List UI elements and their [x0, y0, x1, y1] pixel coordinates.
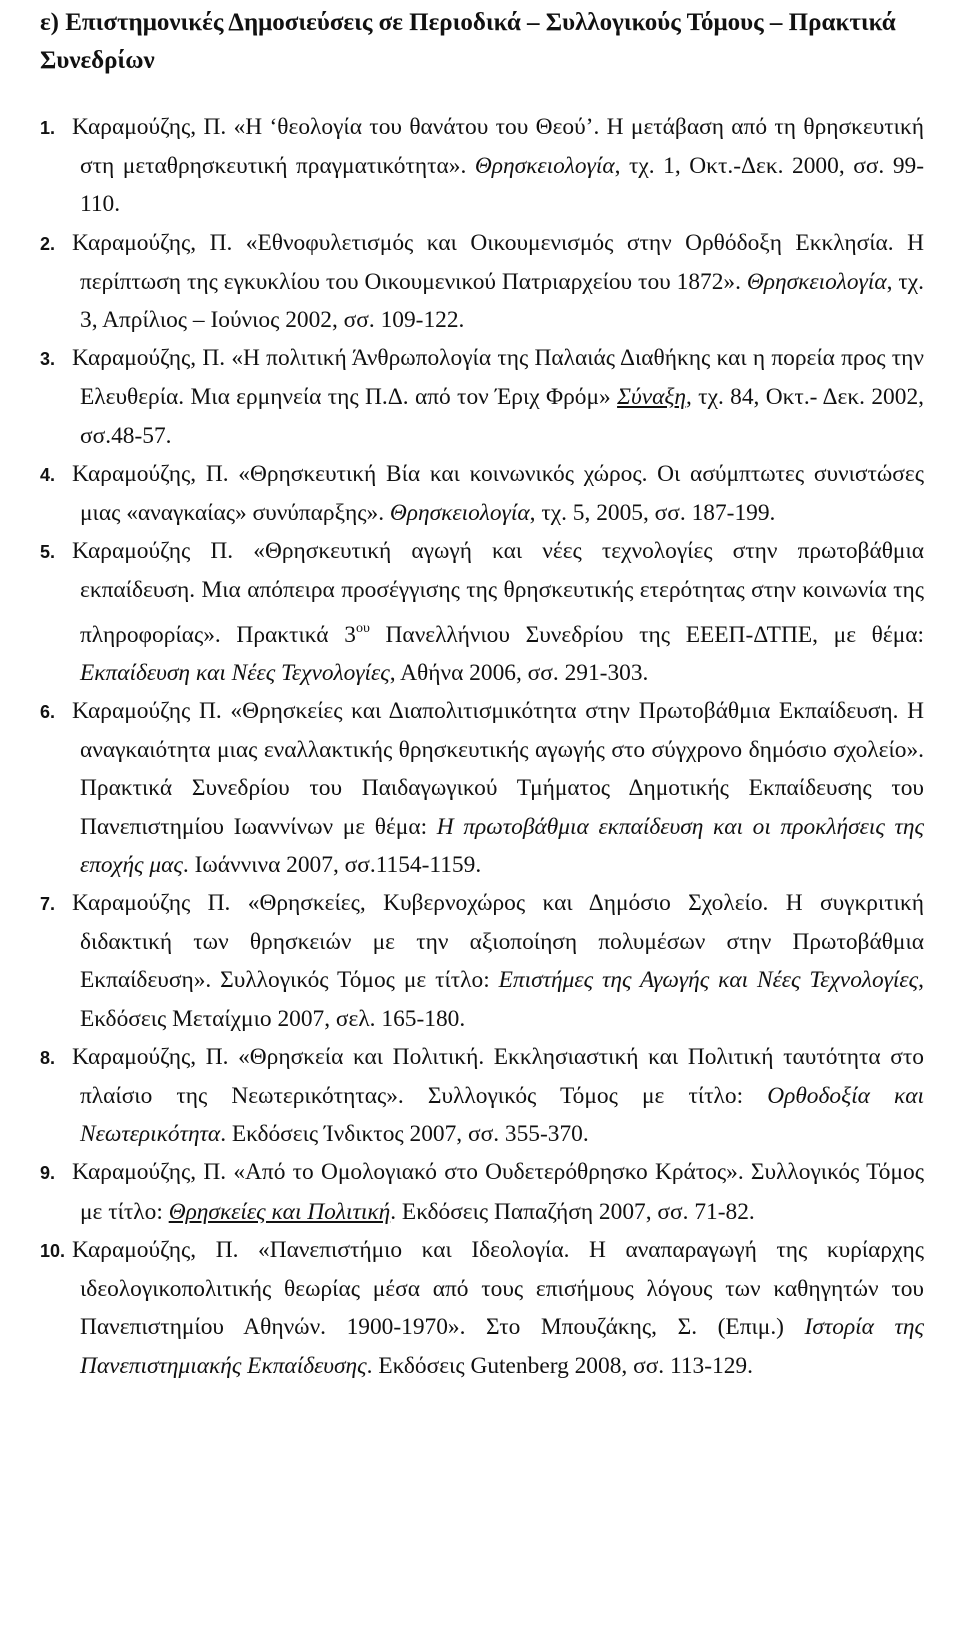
citation-text: Καραμούζης Π. «Θρησκείες, Κυβερνοχώρος και Δημόσιο Σχολείο. Η συγκριτική διδακτική των θρησκειών με την αξιοποίηση πολυμέσων στην Πρωτοβάθμια Εκπαίδευση». Συλλογικός Τόμος με τίτλο: [72, 890, 924, 994]
citation-text: Καραμούζης Π. «Θρησκείες και Διαπολιτισμικότητα στην Πρωτοβάθμια Εκπαίδευση. Η αναγκαιότητα μιας εναλλακτικής θρησκευτικής αγωγής στο σύγχρονο δημόσιο σχολείο». Πρακτικά Συνεδρίου του Παιδαγωγικού Τμήματος Δημοτικής Εκπαίδευσης του Πανεπιστημίου Ιωαννίνων με θέμα: [72, 698, 924, 840]
journal-title: Επιστήμες της Αγωγής και Νέες Τεχνολογίες [498, 967, 919, 994]
citation-text: Καραμούζης, Π. «Εθνοφυλετισμός και Οικουμενισμός στην Ορθόδοξη Εκκλησία. Η περίπτωση της εγκυκλίου του Οικουμενικού Πατριαρχείου του 1872». [72, 229, 924, 295]
list-item [40, 532, 924, 692]
citation-text: Καραμούζης, Π. «Από το Ομολογιακό στο Ουδετερόθρησκο Κράτος». Συλλογικός Τόμος με τίτλο: [72, 1159, 924, 1225]
item-number: 3. [40, 349, 56, 370]
citation-details: , Εκδόσεις Μεταίχμιο 2007, σελ. 165-180. [80, 967, 924, 1032]
list-item [40, 1038, 924, 1154]
citation-details: . Ιωάννινα 2007, σσ.1154-1159. [182, 851, 482, 878]
citation-text: Καραμούζης, Π. «Θρησκεία και Πολιτική. Εκκλησιαστική και Πολιτική ταυτότητα στο πλαίσιο της Νεωτερικότητας». Συλλογικός Τόμος με τίτλο: [72, 1043, 924, 1110]
citation-text-cont: Πανελλήνιου Συνεδρίου της ΕΕΕΠ-ΔΤΠΕ, με θέμα: [369, 621, 924, 648]
citation-text: Καραμούζης, Π. «Η πολιτική Άνθρωπολογία της Παλαιάς Διαθήκης και η πορεία προς την Ελευθερία. Μια ερμηνεία της Π.Δ. από τον Έριχ Φρόμ» [72, 345, 924, 411]
citation-details: , τχ. 5, 2005, σσ. 187-199. [529, 500, 776, 527]
citation-text: Καραμούζης, Π. «Θρησκευτική Βία και κοινωνικός χώρος. Οι ασύμπτωτες συνιστώσες μιας «αναγκαίας» συνύπαρξης». [72, 460, 924, 527]
item-number: 10. [40, 1240, 66, 1261]
ordinal-suffix: ου [355, 620, 370, 636]
journal-title: Σύναξη [617, 384, 686, 411]
journal-title: Ιστορία της Πανεπιστημιακής Εκπαίδευσης [80, 1314, 924, 1379]
journal-title: Θρησκειολογία [389, 500, 530, 527]
journal-title: Η πρωτοβάθμια εκπαίδευση και οι προκλήσεις της εποχής μας [80, 813, 924, 878]
journal-title: Θρησκειολογία [746, 268, 887, 295]
citation-details: . Εκδόσεις Παπαζήση 2007, σσ. 71-82. [390, 1198, 755, 1225]
list-item [40, 692, 924, 884]
citation-details: , τχ. 84, Οκτ.- Δεκ. 2002, σσ.48-57. [80, 384, 924, 449]
list-item [40, 455, 924, 532]
citation-details: , τχ. 1, Οκτ.-Δεκ. 2000, σσ. 99-110. [80, 153, 925, 218]
journal-title: Θρησκείες και Πολιτική [168, 1198, 391, 1225]
item-number: 1. [40, 118, 56, 138]
publication-list [40, 108, 924, 1385]
item-number: 2. [40, 233, 56, 254]
journal-title: Θρησκειολογία [474, 153, 615, 180]
item-number: 8. [40, 1047, 56, 1068]
list-item [40, 1153, 924, 1230]
item-number: 9. [40, 1163, 56, 1184]
list-item [40, 224, 924, 340]
item-number: 6. [40, 702, 56, 723]
list-item [40, 884, 924, 1038]
citation-text: Καραμούζης Π. «Θρησκευτική αγωγή και νέες τεχνολογίες στην πρωτοβάθμια εκπαίδευση. Μια απόπειρα προσέγγισης της θρησκευτικής ετερότητας στην κοινωνία της πληροφορίας». Πρακτικά 3 [72, 538, 924, 648]
citation-details: , τχ. 3, Απρίλιος – Ιούνιος 2002, σσ. 109-122. [80, 268, 924, 334]
list-item [40, 108, 924, 224]
journal-title: Εκπαίδευση και Νέες Τεχνολογίες [80, 659, 390, 686]
citation-text: Καραμούζης, Π. «Πανεπιστήμιο και Ιδεολογία. Η αναπαραγωγή της κυρίαρχης ιδεολογικοπολιτικής θεωρίας μέσα από τους επισήμους λόγους των καθηγητών του Πανεπιστημίου Αθηνών. 1900-1970». Στο Μπουζάκης, Σ. (Επιμ.) [72, 1236, 924, 1341]
journal-title: Ορθοδοξία και Νεωτερικότητα [80, 1083, 924, 1148]
section-heading: ε) Επιστημονικές Δημοσιεύσεις σε Περιοδικά – Συλλογικούς Τόμους – Πρακτικά Συνεδρίων [40, 9, 896, 74]
citation-details: . Εκδόσεις Gutenberg 2008, σσ. 113-129. [366, 1352, 753, 1379]
item-number: 5. [40, 542, 56, 563]
citation-details: . Εκδόσεις Ίνδικτος 2007, σσ. 355-370. [220, 1121, 589, 1148]
list-item [40, 339, 924, 455]
item-number: 7. [40, 894, 56, 915]
citation-text: Καραμούζης, Π. «Η ‘θεολογία του θανάτου του Θεού’. Η μετάβαση από τη θρησκευτική στη μεταθρησκευτική πραγματικότητα». [72, 114, 924, 180]
citation-details: , Αθήνα 2006, σσ. 291-303. [389, 659, 649, 686]
item-number: 4. [40, 464, 56, 485]
list-item [40, 1231, 924, 1385]
